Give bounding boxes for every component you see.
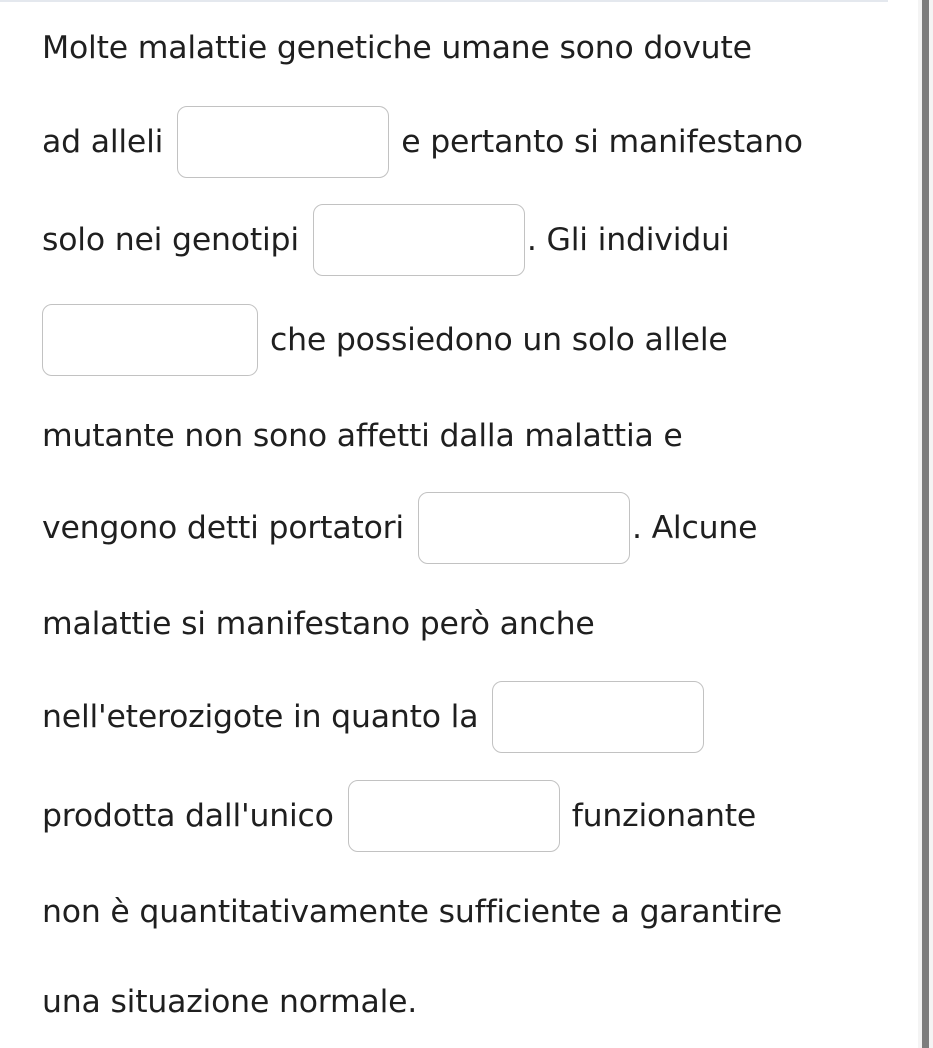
text-line — [42, 982, 417, 1022]
scrollbar-thumb[interactable] — [922, 0, 929, 1048]
line-text: solo nei genotipi — [42, 222, 299, 258]
line-text: funzionante — [571, 798, 757, 834]
answer-blank-5[interactable] — [492, 681, 704, 753]
line-text: ad alleli — [42, 124, 164, 160]
line-text: non è quantitativamente sufficiente a garantire — [42, 894, 783, 930]
text-line — [42, 122, 803, 162]
line-text: . Gli individui — [526, 222, 730, 258]
text-line — [42, 892, 782, 932]
line-text: malattie si manifestano però anche — [42, 606, 595, 642]
answer-blank-4[interactable] — [418, 492, 630, 564]
line-text: una situazione normale. — [42, 984, 418, 1020]
line-text: che possiedono un solo allele — [270, 322, 728, 358]
line-text: Molte malattie genetiche umane sono dovute — [42, 30, 752, 66]
text-line — [42, 28, 752, 68]
text-line — [42, 416, 683, 456]
line-text: e pertanto si manifestano — [401, 124, 803, 160]
line-text: . Alcune — [631, 510, 758, 546]
text-line — [42, 320, 728, 360]
line-text: mutante non sono affetti dalla malattia e — [42, 418, 683, 454]
answer-blank-2[interactable] — [313, 204, 525, 276]
line-text: nell'eterozigote in quanto la — [42, 699, 479, 735]
text-line — [42, 796, 756, 836]
text-line — [42, 697, 704, 737]
line-text: vengono detti portatori — [42, 510, 404, 546]
text-line — [42, 604, 595, 644]
text-line — [42, 508, 757, 548]
answer-blank-1[interactable] — [177, 106, 389, 178]
answer-blank-3[interactable] — [42, 304, 258, 376]
line-text: prodotta dall'unico — [42, 798, 334, 834]
text-line — [42, 220, 729, 260]
top-divider — [0, 0, 888, 2]
answer-blank-6[interactable] — [348, 780, 560, 852]
